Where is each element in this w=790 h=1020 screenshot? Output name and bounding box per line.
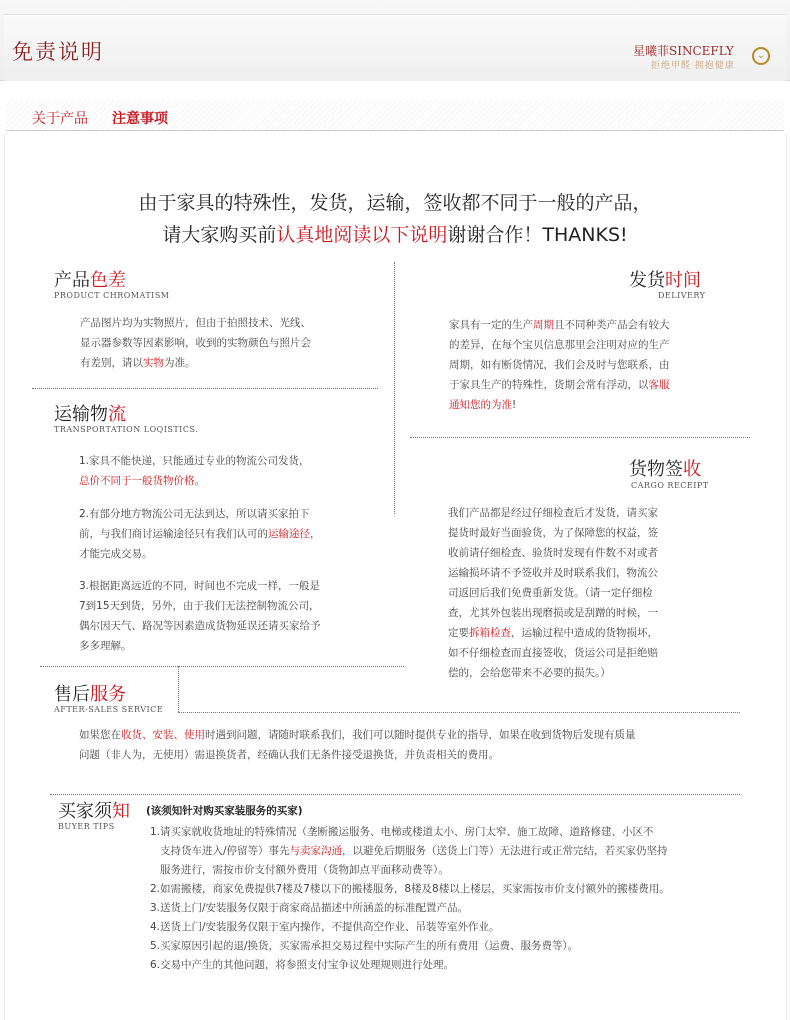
aftersales-line [79,725,759,745]
tips-item: 3.送货上门/安装服务仅限于商家商品描述中所涵盖的标准配置产品。 [150,902,469,914]
divider-tips [50,794,740,795]
text-span: ， [310,528,321,540]
text-span: ! [512,399,517,411]
aftersales-line: 问题（非人为，无使用）需退换货者，经确认我们无条件接受退换货，并负责相关的费用。 [79,749,499,761]
tips-subtitle: BUYER TIPS [58,822,115,831]
highlight-span: 周期 [533,319,554,331]
receipt-line: 司返回后我们免费重新发货。（请一定仔细检 [448,587,653,599]
transport-line: 1.家具不能快递，只能通过专业的物流公司发货， [79,455,310,467]
transport-text [79,451,389,656]
delivery-subtitle: DELIVERY [658,291,706,300]
brand-slogan: 拒绝甲醛 拥抱健康 [651,61,735,71]
chromatism-line [80,353,380,373]
text-span: ，以避免后期服务（送货上门等）无法进行或正常完结，若买家仍坚持 [342,845,668,857]
text-span: 如果您在 [79,729,121,741]
receipt-text [448,503,748,683]
text-span: 支持货车进入/停留等）事先 [160,845,290,857]
delivery-line: 的差异，在每个宝贝信息那里会注明对应的生产 [449,339,670,351]
transport-line: 才能完成交易。 [79,548,153,560]
transport-heading [54,400,126,426]
chromatism-title-a: 产品 [54,270,90,291]
tips-item: 6.交易中产生的其他问题，将参照支付宝争议处理规则进行处理。 [150,959,455,971]
chromatism-line: 显示器参数等因素影响，收到的实物颜色与照片会 [80,337,311,349]
text-span: 于家具生产的特殊性，货期会常有浮动，以 [449,379,649,391]
aftersales-title-a: 售后 [54,684,90,705]
highlight-span: 与卖家沟通 [289,845,343,857]
chromatism-text [80,313,380,373]
transport-subtitle: TRANSPORTATION LOQISTICS. [54,425,199,434]
delivery-title-a: 发货 [629,270,665,291]
highlight-span: 通知您的为准 [449,399,512,411]
receipt-title-b: 收 [683,459,701,480]
page-title: 免责说明 [12,40,104,64]
highlight-span: 客服 [648,379,670,391]
transport-title-b: 流 [108,404,126,425]
tab-about-product[interactable]: 关于产品 [32,111,88,127]
delivery-text [449,315,749,415]
transport-line [79,524,389,544]
chromatism-title-b: 色差 [90,270,126,291]
divider-transport [40,666,404,667]
receipt-line [448,623,748,643]
aftersales-title-b: 服务 [90,684,126,705]
tips-item: 2.如需搬楼，商家免费提供7楼及7楼以下的搬楼服务，8楼及8楼以上楼层，买家需按市价支付额外的搬楼费用。 [150,883,670,895]
text-span: 有差别，请以 [80,357,143,369]
tips-heading [58,797,130,823]
highlight-span: 拆箱检查 [469,627,511,639]
intro-line-1: 由于家具的特殊性，发货，运输，签收都不同于一般的产品， [138,192,652,214]
chromatism-subtitle: PRODUCT CHROMATISM [54,291,170,300]
receipt-line: 收前请仔细检查、验货时发现有件数不对或者 [448,547,658,559]
text-span: 。 [194,475,205,487]
chromatism-heading [54,266,126,292]
highlight-span: 收货、安装、使用 [121,729,205,741]
transport-line: 偶尔因天气、路况等因素造成货物延误还请买家给予 [79,620,321,632]
tips-item: 1.请买家就收货地址的特殊情况（垄断搬运服务、电梯或楼道太小、房门太窄、施工故障、道路修建、小区不 [150,826,654,838]
text-span: 为准。 [164,357,196,369]
tips-item: 5.买家原因引起的退/换货，买家需承担交易过程中实际产生的所有费用（运费、服务费等）。 [150,940,579,952]
delivery-line: 周期，如有断货情况，我们会及时与您联系，由 [449,359,670,371]
tips-item [150,842,760,861]
highlight-span: 实物 [143,357,164,369]
text-span: 前，与我们商讨运输途径只有我们认可的 [79,528,268,540]
intro-line-2-c: 谢谢合作！THANKS! [447,224,628,246]
receipt-title-a: 货物签 [629,459,683,480]
transport-line: 3.根据距离远近的不同，时间也不完成一样，一般是 [79,580,321,592]
aftersales-subtitle: AFTER-SALES SERVICE [54,705,164,714]
divider-aftersales-vertical [178,666,179,712]
receipt-line: 如不仔细检查而直接签收，货运公司是拒绝赔 [448,647,658,659]
highlight-span: 总价不同于一般货物价格 [79,475,195,487]
intro-line-2-a: 请大家购买前 [162,224,277,246]
text-span: 时遇到问题，请随时联系我们，我们可以随时提供专业的指导，如果在收到货物后发现有质量 [205,729,636,741]
delivery-line [449,315,749,335]
transport-title-a: 运输物 [54,404,108,425]
brand-name: 星曦菲SINCEFLY [633,44,734,58]
receipt-line: 偿的，会给您带来不必要的损失。） [448,667,611,679]
chevron-down-icon[interactable]: ⌄ [752,47,770,65]
text-span: 定要 [448,627,469,639]
transport-line [79,471,389,491]
chromatism-line: 产品图片均为实物照片，但由于拍照技术、光线、 [80,317,311,329]
intro-line-2 [0,220,790,247]
delivery-title-b: 时间 [665,270,701,291]
receipt-heading [629,455,701,481]
highlight-span: 运输途径 [268,528,310,540]
tips-item: 4.送货上门/安装服务仅限于室内操作，不提供高空作业、吊装等室外作业。 [150,921,500,933]
delivery-line [449,375,749,395]
transport-line: 多多理解。 [79,640,132,652]
spacer [79,491,389,504]
receipt-line: 查，尤其外包装出现磨损或是刮蹭的时候，一 [448,607,658,619]
delivery-heading [629,266,701,292]
vertical-divider [394,262,395,514]
transport-line: 7到15天到货，另外，由于我们无法控制物流公司， [79,600,320,612]
tips-title-b: 知 [112,801,130,822]
tips-title-a: 买家须 [58,801,112,822]
receipt-line: 我们产品都是经过仔细检查后才发货，请买家 [448,507,658,519]
delivery-line [449,395,749,415]
aftersales-heading [54,680,126,706]
receipt-subtitle: CARGO RECEIPT [631,481,709,490]
intro-highlight: 认真地阅读以下说明 [276,224,448,246]
divider-aftersales [178,712,740,713]
tab-notice[interactable]: 注意事项 [112,111,168,127]
receipt-line: 提货时最好当面验货，为了保障您的权益，签 [448,527,658,539]
tips-item: 服务进行，需按市价支付额外费用（货物卸点平面移动费等）。 [160,864,449,876]
text-span: ，运输过程中造成的货物损坏， [511,627,658,639]
divider-chromatism [32,388,378,389]
transport-line: 2.有部分地方物流公司无法到达，所以请买家拍下 [79,508,310,520]
spacer [79,564,389,576]
text-span: 家具有一定的生产 [449,319,533,331]
divider-delivery [410,437,750,438]
tips-note: (该须知针对购买家装服务的买家) [146,805,303,817]
receipt-line: 运输损坏请不予签收并及时联系我们，物流公 [448,567,658,579]
text-span: 且不同种类产品会有较大 [554,319,670,331]
tips-list [150,823,760,975]
aftersales-text [79,725,759,765]
